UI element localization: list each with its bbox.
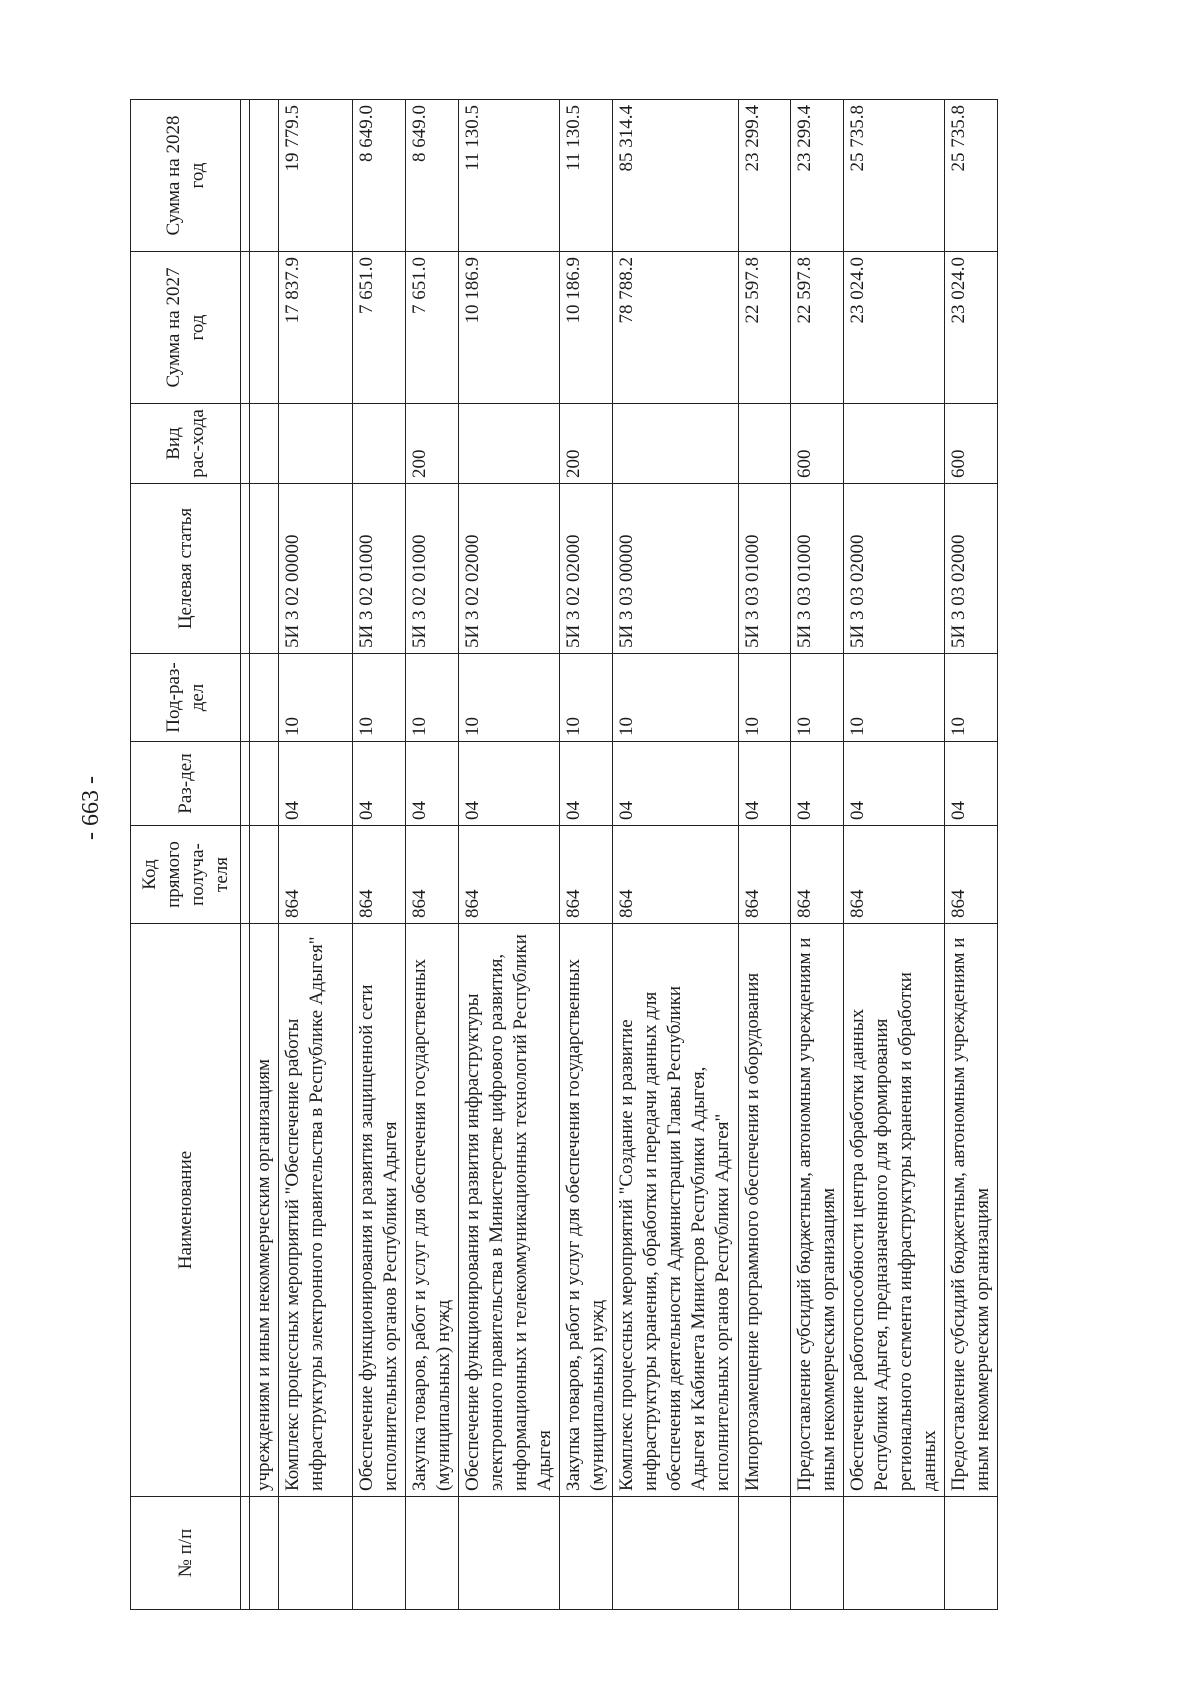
page-number: - 663 - xyxy=(78,776,104,840)
cell-name: Комплекс процессных мероприятий "Создание и развитие инфраструктуры хранения, обработки и передачи данных для обеспечения деятельности Администрации Главы Республики Адыгея и Кабинета Министров Республики Адыгея, исполнительных органов Республики Адыгея" xyxy=(613,924,739,1497)
cell-sum-2027: 22 597.8 xyxy=(739,252,791,404)
cell-sum-2028: 11 130.5 xyxy=(560,100,613,252)
cell-sum-2027: 23 024.0 xyxy=(844,252,945,404)
cell-recipient: 864 xyxy=(279,826,353,924)
header-target-article: Целевая статья xyxy=(131,484,241,654)
table-row xyxy=(791,100,844,1610)
table-row xyxy=(406,100,459,1610)
budget-table-rotated xyxy=(130,100,1060,1610)
cell-expense xyxy=(279,404,353,484)
cell-name: Закупка товаров, работ и услуг для обеспечения государственных (муниципальных) нужд xyxy=(406,924,459,1497)
cell-sum-2028: 25 735.8 xyxy=(945,100,998,252)
header-section: Раз-дел xyxy=(131,742,241,826)
cell-no xyxy=(406,1497,459,1610)
cell-name: учреждениям и иным некоммерческим организациям xyxy=(250,924,279,1497)
cell-subsection: 10 xyxy=(791,654,844,742)
cell-target: 5И 3 02 00000 xyxy=(279,484,353,654)
cell-target xyxy=(250,484,279,654)
header-sum-2028: Сумма на 2028 год xyxy=(131,100,241,252)
cell-section: 04 xyxy=(844,742,945,826)
cell-subsection: 10 xyxy=(945,654,998,742)
header-sum-2027: Сумма на 2027 год xyxy=(131,252,241,404)
table-header-row xyxy=(131,100,241,1610)
header-name: Наименование xyxy=(131,924,241,1497)
cell-expense xyxy=(739,404,791,484)
table-row xyxy=(560,100,613,1610)
cell-no xyxy=(250,1497,279,1610)
cell-expense xyxy=(459,404,560,484)
cell-target: 5И 3 02 02000 xyxy=(560,484,613,654)
cell-subsection: 10 xyxy=(353,654,406,742)
cell-recipient: 864 xyxy=(791,826,844,924)
cell-sum-2027: 23 024.0 xyxy=(945,252,998,404)
cell-section: 04 xyxy=(613,742,739,826)
cell-recipient: 864 xyxy=(844,826,945,924)
cell-no xyxy=(459,1497,560,1610)
cell-sum-2027: 7 651.0 xyxy=(406,252,459,404)
cell-name: Импортозамещение программного обеспечения и оборудования xyxy=(739,924,791,1497)
cell-expense xyxy=(613,404,739,484)
cell-recipient: 864 xyxy=(613,826,739,924)
table-row xyxy=(844,100,945,1610)
cell-sum-2028: 8 649.0 xyxy=(406,100,459,252)
cell-target: 5И 3 03 01000 xyxy=(791,484,844,654)
cell-sum-2027: 7 651.0 xyxy=(353,252,406,404)
table-row xyxy=(739,100,791,1610)
cell-target: 5И 3 03 02000 xyxy=(945,484,998,654)
cell-target: 5И 3 03 00000 xyxy=(613,484,739,654)
cell-expense: 200 xyxy=(560,404,613,484)
cell-expense xyxy=(250,404,279,484)
cell-name: Закупка товаров, работ и услуг для обеспечения государственных (муниципальных) нужд xyxy=(560,924,613,1497)
cell-recipient: 864 xyxy=(406,826,459,924)
cell-name: Обеспечение работоспособности центра обработки данных Республики Адыгея, предназначенного для формирования регионального сегмента инфраструктуры хранения и обработки данных xyxy=(844,924,945,1497)
cell-sum-2028: 8 649.0 xyxy=(353,100,406,252)
cell-subsection: 10 xyxy=(279,654,353,742)
cell-sum-2027 xyxy=(250,252,279,404)
cell-subsection: 10 xyxy=(739,654,791,742)
header-subsection: Под-раз-дел xyxy=(131,654,241,742)
table-row xyxy=(613,100,739,1610)
cell-expense: 200 xyxy=(406,404,459,484)
cell-no xyxy=(791,1497,844,1610)
cell-section: 04 xyxy=(791,742,844,826)
cell-section: 04 xyxy=(279,742,353,826)
header-expense-type: Вид рас-хода xyxy=(131,404,241,484)
table-row xyxy=(945,100,998,1610)
cell-subsection: 10 xyxy=(406,654,459,742)
cell-sum-2027: 10 186.9 xyxy=(459,252,560,404)
cell-section: 04 xyxy=(945,742,998,826)
cell-name: Обеспечение функционирования и развития защищенной сети исполнительных органов Республики Адыгея xyxy=(353,924,406,1497)
cell-recipient: 864 xyxy=(739,826,791,924)
cell-sum-2028: 23 299.4 xyxy=(791,100,844,252)
cell-name: Предоставление субсидий бюджетным, автономным учреждениям и иным некоммерческим организациям xyxy=(945,924,998,1497)
cell-target: 5И 3 02 02000 xyxy=(459,484,560,654)
cell-subsection: 10 xyxy=(459,654,560,742)
cell-section: 04 xyxy=(739,742,791,826)
table-row xyxy=(250,100,279,1610)
cell-no xyxy=(560,1497,613,1610)
cell-no xyxy=(279,1497,353,1610)
cell-target: 5И 3 02 01000 xyxy=(353,484,406,654)
cell-sum-2027: 78 788.2 xyxy=(613,252,739,404)
cell-sum-2028 xyxy=(250,100,279,252)
cell-sum-2027: 10 186.9 xyxy=(560,252,613,404)
cell-section: 04 xyxy=(560,742,613,826)
cell-expense xyxy=(844,404,945,484)
cell-subsection: 10 xyxy=(613,654,739,742)
table-row xyxy=(279,100,353,1610)
cell-target: 5И 3 03 01000 xyxy=(739,484,791,654)
cell-no xyxy=(739,1497,791,1610)
cell-expense: 600 xyxy=(791,404,844,484)
cell-no xyxy=(613,1497,739,1610)
cell-sum-2028: 23 299.4 xyxy=(739,100,791,252)
cell-recipient: 864 xyxy=(459,826,560,924)
cell-subsection: 10 xyxy=(560,654,613,742)
header-no: № п/п xyxy=(131,1497,241,1610)
cell-target: 5И 3 03 02000 xyxy=(844,484,945,654)
cell-sum-2028: 85 314.4 xyxy=(613,100,739,252)
cell-expense xyxy=(353,404,406,484)
cell-sum-2028: 25 735.8 xyxy=(844,100,945,252)
cell-name: Обеспечение функционирования и развития инфраструктуры электронного правительства в Министерстве цифрового развития, информационных и телекоммуникационных технологий Республики Адыгея xyxy=(459,924,560,1497)
cell-expense: 600 xyxy=(945,404,998,484)
table-row xyxy=(459,100,560,1610)
table-row xyxy=(353,100,406,1610)
cell-section: 04 xyxy=(353,742,406,826)
cell-sum-2027: 17 837.9 xyxy=(279,252,353,404)
cell-subsection xyxy=(250,654,279,742)
cell-section xyxy=(250,742,279,826)
cell-recipient: 864 xyxy=(353,826,406,924)
cell-target: 5И 3 02 01000 xyxy=(406,484,459,654)
cell-name: Предоставление субсидий бюджетным, автономным учреждениям и иным некоммерческим организациям xyxy=(791,924,844,1497)
header-recipient-code: Код прямого получа-теля xyxy=(131,826,241,924)
cell-no xyxy=(945,1497,998,1610)
budget-table xyxy=(130,99,998,1610)
cell-sum-2028: 11 130.5 xyxy=(459,100,560,252)
cell-sum-2028: 19 779.5 xyxy=(279,100,353,252)
cell-section: 04 xyxy=(459,742,560,826)
cell-recipient: 864 xyxy=(945,826,998,924)
cell-name: Комплекс процессных мероприятий "Обеспечение работы инфраструктуры электронного правительства в Республике Адыгея" xyxy=(279,924,353,1497)
cell-recipient xyxy=(250,826,279,924)
cell-section: 04 xyxy=(406,742,459,826)
cell-sum-2027: 22 597.8 xyxy=(791,252,844,404)
cell-no xyxy=(844,1497,945,1610)
cell-no xyxy=(353,1497,406,1610)
cell-recipient: 864 xyxy=(560,826,613,924)
header-spacer-row xyxy=(241,100,250,1610)
cell-subsection: 10 xyxy=(844,654,945,742)
